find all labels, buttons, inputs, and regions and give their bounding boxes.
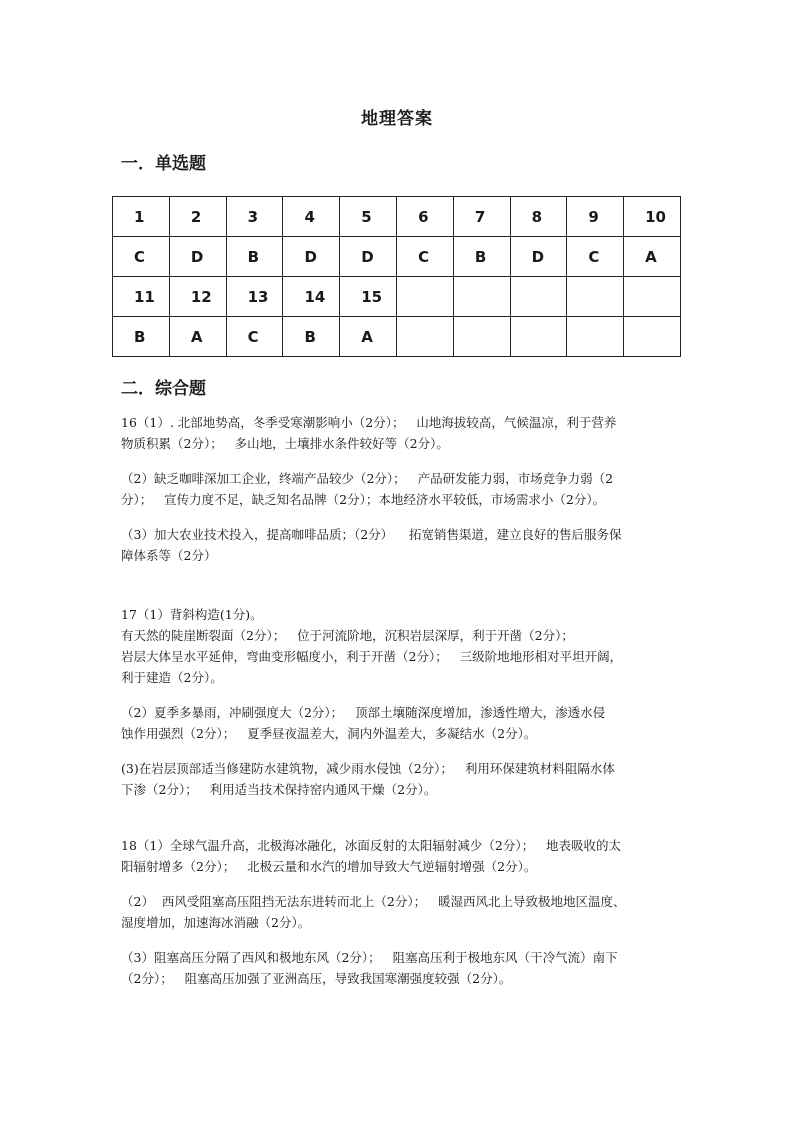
q18-line: （2分）； 阻塞高压加强了亚洲高压，导致我国寒潮强度较强（2分）。	[121, 971, 512, 986]
question-16-block	[121, 412, 681, 566]
answer-table-cell: 3	[226, 197, 283, 237]
answer-table-cell: 13	[226, 277, 283, 317]
q17-line: 17（1）背斜构造(1分)。	[121, 607, 263, 622]
answer-table-row	[113, 277, 681, 317]
q17-line: 有天然的陡崖断裂面（2分）； 位于河流阶地，沉积岩层深厚，利于开凿（2分）；	[121, 628, 574, 643]
answer-table-cell	[397, 277, 454, 317]
answer-table-cell: 14	[283, 277, 340, 317]
answer-table-cell: B	[113, 317, 170, 357]
answer-table-cell	[624, 277, 681, 317]
answer-table-cell	[510, 277, 567, 317]
q16-line: 障体系等（2分）	[121, 548, 217, 563]
q18-line: 18（1）全球气温升高，北极海冰融化，冰面反射的太阳辐射减少（2分）； 地表吸收的太	[121, 838, 621, 853]
answer-table-cell	[567, 317, 624, 357]
question-17-block	[121, 604, 681, 800]
answer-table-cell: A	[169, 317, 226, 357]
answer-table-cell: C	[113, 237, 170, 277]
q16-line: 物质积累（2分）； 多山地，土壤排水条件较好等（2分）。	[121, 436, 449, 451]
answer-table-cell: A	[340, 317, 397, 357]
answer-table-cell: 15	[340, 277, 397, 317]
q18-line: 阳辐射增多（2分）； 北极云量和水汽的增加导致大气逆辐射增强（2分）。	[121, 859, 537, 874]
answer-table-cell: D	[283, 237, 340, 277]
answer-table-row	[113, 237, 681, 277]
answer-table-cell: 2	[169, 197, 226, 237]
q17-line: 下渗（2分）； 利用适当技术保持窑内通风干燥（2分）。	[121, 782, 437, 797]
section-heading-comprehensive: 二．综合题	[121, 379, 206, 399]
answer-table-cell	[453, 277, 510, 317]
answer-table-cell: C	[226, 317, 283, 357]
answer-table-cell: D	[169, 237, 226, 277]
q16-line: （2）缺乏咖啡深加工企业，终端产品较少（2分）； 产品研发能力弱，市场竞争力弱（2	[121, 471, 614, 486]
q17-line: （2）夏季多暴雨，冲刷强度大（2分）； 顶部土壤随深度增加，渗透性增大，渗透水侵	[121, 705, 606, 720]
answer-table-cell: B	[283, 317, 340, 357]
q17-line: 蚀作用强烈（2分）； 夏季昼夜温差大，洞内外温差大，多凝结水（2分）。	[121, 726, 537, 741]
q18-line: （3）阻塞高压分隔了西风和极地东风（2分）； 阻塞高压利于极地东风（干冷气流）南下	[121, 950, 618, 965]
answer-table-cell: 9	[567, 197, 624, 237]
q17-line: 利于建造（2分）。	[121, 670, 223, 685]
answer-table-cell	[624, 317, 681, 357]
answer-table-cell: C	[397, 237, 454, 277]
answer-table-cell: 5	[340, 197, 397, 237]
q18-line: （2） 西风受阻塞高压阻挡无法东进转而北上（2分）； 暖湿西风北上导致极地地区温度、	[121, 894, 626, 909]
question-18-block	[121, 835, 681, 989]
section-heading-single-choice: 一．单选题	[121, 154, 206, 174]
q16-line: 分）； 宣传力度不足，缺乏知名品牌（2分）；本地经济水平较低，市场需求小（2分）。	[121, 492, 606, 507]
answer-table-cell: 12	[169, 277, 226, 317]
answer-table-cell: 6	[397, 197, 454, 237]
answer-table-cell	[567, 277, 624, 317]
answer-table-cell	[453, 317, 510, 357]
answer-table-cell: B	[453, 237, 510, 277]
q17-line: (3)在岩层顶部适当修建防水建筑物，减少雨水侵蚀（2分）； 利用环保建筑材料阻隔水体	[121, 761, 615, 776]
answer-table-cell: 8	[510, 197, 567, 237]
q17-line: 岩层大体呈水平延伸，弯曲变形幅度小，利于开凿（2分）； 三级阶地地形相对平坦开阔，	[121, 649, 623, 664]
answer-table-cell: 1	[113, 197, 170, 237]
answer-table-row	[113, 317, 681, 357]
q18-line: 湿度增加，加速海冰消融（2分）。	[121, 915, 311, 930]
page-title: 地理答案	[361, 109, 433, 129]
answer-table-cell	[510, 317, 567, 357]
q16-line: （3）加大农业技术投入，提高咖啡品质；（2分） 拓宽销售渠道，建立良好的售后服务保	[121, 527, 622, 542]
answer-table-cell	[397, 317, 454, 357]
q16-line: 16（1）. 北部地势高，冬季受寒潮影响小（2分）； 山地海拔较高，气候温凉，利于营养	[121, 415, 617, 430]
answer-table-cell: B	[226, 237, 283, 277]
answer-table-cell: 7	[453, 197, 510, 237]
answer-table-cell: A	[624, 237, 681, 277]
answer-table-cell: C	[567, 237, 624, 277]
answer-table-cell: D	[510, 237, 567, 277]
answer-table-cell: 11	[113, 277, 170, 317]
answer-table-row	[113, 197, 681, 237]
answer-table-cell: 4	[283, 197, 340, 237]
answer-table-cell: D	[340, 237, 397, 277]
answer-table-cell: 10	[624, 197, 681, 237]
answer-table	[112, 196, 681, 357]
